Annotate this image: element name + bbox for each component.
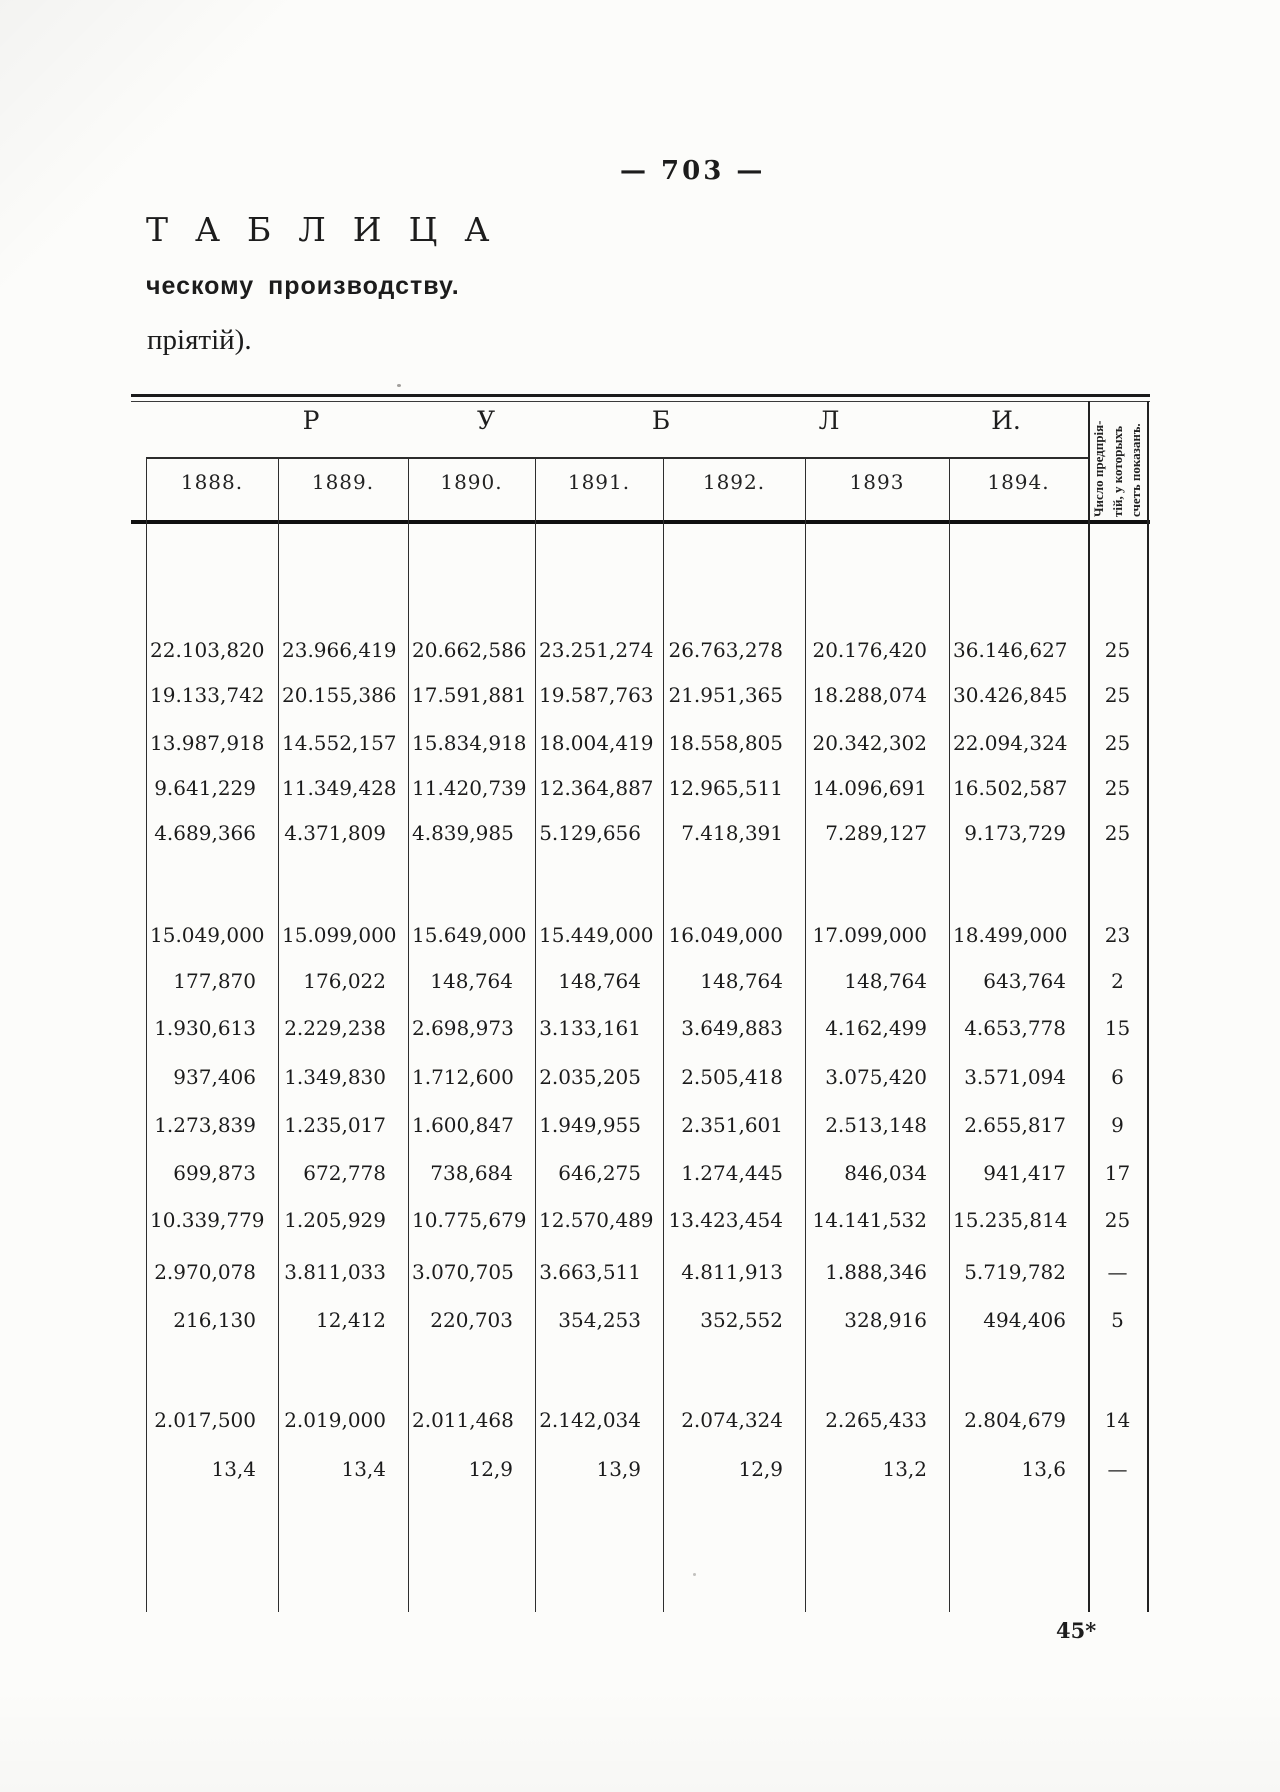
value-cell: 16.049,000 xyxy=(668,923,783,947)
value-cell: 12.965,511 xyxy=(668,776,783,800)
value-cell: 2.229,238 xyxy=(284,1016,386,1040)
value-cell: 4.371,809 xyxy=(284,821,386,845)
value-cell: 1.930,613 xyxy=(154,1016,256,1040)
value-cell: 2.351,601 xyxy=(681,1113,783,1137)
value-cell: 13.423,454 xyxy=(668,1208,783,1232)
year-column-header: 1891. xyxy=(567,470,631,494)
value-cell: 13,4 xyxy=(341,1457,386,1481)
enterprise-count-cell: 25 xyxy=(1104,638,1131,662)
value-cell: 11.349,428 xyxy=(282,776,397,800)
value-cell: 177,870 xyxy=(173,969,256,993)
subtitle-note: пріятій). xyxy=(147,324,252,356)
value-cell: 14.552,157 xyxy=(282,731,397,755)
value-cell: 941,417 xyxy=(983,1161,1066,1185)
enterprise-count-cell: 25 xyxy=(1104,731,1131,755)
enterprise-count-header-line: счетъ показанъ. xyxy=(1128,423,1143,517)
value-cell: 354,253 xyxy=(558,1308,641,1332)
value-cell: 2.019,000 xyxy=(284,1408,386,1432)
value-cell: 176,022 xyxy=(303,969,386,993)
value-cell: 14.096,691 xyxy=(812,776,927,800)
value-cell: 3.811,033 xyxy=(284,1260,386,1284)
value-cell: 672,778 xyxy=(303,1161,386,1185)
value-cell: 15.449,000 xyxy=(539,923,654,947)
value-cell: 23.251,274 xyxy=(539,638,654,662)
value-cell: 10.775,679 xyxy=(412,1208,527,1232)
value-cell: 19.587,763 xyxy=(539,683,654,707)
enterprise-count-cell: 15 xyxy=(1104,1016,1131,1040)
value-cell: 494,406 xyxy=(983,1308,1066,1332)
enterprise-count-cell: 25 xyxy=(1104,821,1131,845)
value-cell: 12,9 xyxy=(738,1457,783,1481)
enterprise-count-header xyxy=(1090,403,1146,520)
value-cell: 2.074,324 xyxy=(681,1408,783,1432)
value-cell: 148,764 xyxy=(558,969,641,993)
value-cell: 5.719,782 xyxy=(964,1260,1066,1284)
value-cell: 22.103,820 xyxy=(150,638,265,662)
table-row xyxy=(131,1307,1150,1333)
enterprise-count-cell: 14 xyxy=(1104,1408,1131,1432)
subtitle-bold: ческому производству. xyxy=(146,272,460,300)
value-cell: 13.987,918 xyxy=(150,731,265,755)
value-cell: 148,764 xyxy=(430,969,513,993)
value-cell: 699,873 xyxy=(173,1161,256,1185)
value-cell: 21.951,365 xyxy=(668,683,783,707)
value-cell: 1.273,839 xyxy=(154,1113,256,1137)
table-row xyxy=(131,1064,1150,1090)
value-cell: 352,552 xyxy=(700,1308,783,1332)
currency-header-letter: Л xyxy=(818,406,840,435)
value-cell: 216,130 xyxy=(173,1308,256,1332)
value-cell: 2.698,973 xyxy=(412,1016,514,1040)
value-cell: 16.502,587 xyxy=(953,776,1068,800)
year-column-header: 1890. xyxy=(440,470,503,494)
value-cell: 3.571,094 xyxy=(964,1065,1066,1089)
year-column-header: 1888. xyxy=(180,470,244,494)
value-cell: 11.420,739 xyxy=(412,776,527,800)
value-cell: 7.418,391 xyxy=(681,821,783,845)
value-cell: 2.970,078 xyxy=(154,1260,256,1284)
table-row xyxy=(131,820,1150,846)
table-row xyxy=(131,1407,1150,1433)
value-cell: 1.949,955 xyxy=(539,1113,641,1137)
currency-header-letter: У xyxy=(476,406,496,435)
value-cell: 148,764 xyxy=(844,969,927,993)
value-cell: 18.558,805 xyxy=(668,731,783,755)
value-cell: 3.075,420 xyxy=(825,1065,927,1089)
value-cell: 4.811,913 xyxy=(681,1260,783,1284)
value-cell: 23.966,419 xyxy=(282,638,397,662)
value-cell: 1.274,445 xyxy=(681,1161,783,1185)
value-cell: 646,275 xyxy=(558,1161,641,1185)
currency-header-letter: Р xyxy=(302,406,320,435)
value-cell: 20.662,586 xyxy=(412,638,527,662)
enterprise-count-cell: 25 xyxy=(1104,1208,1131,1232)
value-cell: 2.011,468 xyxy=(412,1408,514,1432)
value-cell: 13,2 xyxy=(882,1457,927,1481)
value-cell: 15.049,000 xyxy=(150,923,265,947)
enterprise-count-header-line: тій, у которыхъ xyxy=(1109,425,1125,517)
value-cell: 148,764 xyxy=(700,969,783,993)
table-row xyxy=(131,682,1150,708)
value-cell: 17.099,000 xyxy=(812,923,927,947)
enterprise-count-cell: — xyxy=(1107,1260,1128,1284)
value-cell: 12,412 xyxy=(316,1308,386,1332)
value-cell: 12.570,489 xyxy=(539,1208,654,1232)
value-cell: 3.070,705 xyxy=(412,1260,514,1284)
printer-signature-mark: 45* xyxy=(1056,1618,1097,1643)
value-cell: 15.834,918 xyxy=(412,731,527,755)
value-cell: 13,6 xyxy=(1021,1457,1066,1481)
table-row xyxy=(131,1015,1150,1041)
enterprise-count-header-line: Число предпрія- xyxy=(1091,420,1106,517)
value-cell: 30.426,845 xyxy=(953,683,1068,707)
year-column-header: 1889. xyxy=(311,470,375,494)
table-row xyxy=(131,730,1150,756)
table-row xyxy=(131,775,1150,801)
value-cell: 937,406 xyxy=(173,1065,256,1089)
year-column-header: 1894. xyxy=(987,470,1050,494)
table-row xyxy=(131,1160,1150,1186)
value-cell: 20.155,386 xyxy=(282,683,397,707)
enterprise-count-cell: 23 xyxy=(1104,923,1131,947)
value-cell: 1.888,346 xyxy=(825,1260,927,1284)
table-row xyxy=(131,968,1150,994)
value-cell: 2.265,433 xyxy=(825,1408,927,1432)
value-cell: 2.804,679 xyxy=(964,1408,1066,1432)
table-row xyxy=(131,1259,1150,1285)
value-cell: 20.342,302 xyxy=(812,731,927,755)
scan-speck xyxy=(693,1573,696,1576)
year-column-header: 1893 xyxy=(849,470,905,494)
value-cell: 7.289,127 xyxy=(825,821,927,845)
enterprise-count-cell: 2 xyxy=(1111,969,1124,993)
value-cell: 26.763,278 xyxy=(668,638,783,662)
value-cell: 15.235,814 xyxy=(953,1208,1068,1232)
value-cell: 2.655,817 xyxy=(964,1113,1066,1137)
value-cell: 220,703 xyxy=(430,1308,513,1332)
year-header-underline-thick xyxy=(131,520,1150,524)
table-row xyxy=(131,922,1150,948)
value-cell: 18.499,000 xyxy=(953,923,1068,947)
value-cell: 2.035,205 xyxy=(539,1065,641,1089)
value-cell: 1.205,929 xyxy=(284,1208,386,1232)
scan-speck xyxy=(397,384,401,387)
table-row xyxy=(131,1112,1150,1138)
value-cell: 17.591,881 xyxy=(412,683,527,707)
value-cell: 10.339,779 xyxy=(150,1208,265,1232)
year-column-header: 1892. xyxy=(702,470,766,494)
value-cell: 3.649,883 xyxy=(681,1016,783,1040)
value-cell: 1.235,017 xyxy=(284,1113,386,1137)
currency-header-letter: И. xyxy=(991,406,1021,435)
value-cell: 14.141,532 xyxy=(812,1208,927,1232)
enterprise-count-cell: 5 xyxy=(1111,1308,1124,1332)
value-cell: 2.513,148 xyxy=(825,1113,927,1137)
enterprise-count-cell: 25 xyxy=(1104,683,1131,707)
table-top-rule-thick xyxy=(131,394,1150,397)
value-cell: 4.653,778 xyxy=(964,1016,1066,1040)
value-cell: 1.349,830 xyxy=(284,1065,386,1089)
value-cell: 12.364,887 xyxy=(539,776,654,800)
value-cell: 328,916 xyxy=(844,1308,927,1332)
value-cell: 18.004,419 xyxy=(539,731,654,755)
value-cell: 15.099,000 xyxy=(282,923,397,947)
value-cell: 643,764 xyxy=(983,969,1066,993)
value-cell: 22.094,324 xyxy=(953,731,1068,755)
page-number: — 703 — xyxy=(620,156,766,186)
value-cell: 2.505,418 xyxy=(681,1065,783,1089)
enterprise-count-cell: 17 xyxy=(1104,1161,1131,1185)
table-top-rule-thin xyxy=(131,401,1150,402)
value-cell: 9.641,229 xyxy=(154,776,256,800)
enterprise-count-cell: — xyxy=(1107,1457,1128,1481)
value-cell: 13,9 xyxy=(596,1457,641,1481)
value-cell: 19.133,742 xyxy=(150,683,265,707)
value-cell: 3.663,511 xyxy=(539,1260,641,1284)
enterprise-count-cell: 9 xyxy=(1111,1113,1124,1137)
value-cell: 1.712,600 xyxy=(412,1065,514,1089)
value-cell: 738,684 xyxy=(430,1161,513,1185)
value-cell: 2.017,500 xyxy=(154,1408,256,1432)
page-title: ТАБЛИЦА xyxy=(146,210,517,249)
currency-header-letter: Б xyxy=(651,406,671,435)
value-cell: 9.173,729 xyxy=(964,821,1066,845)
value-cell: 2.142,034 xyxy=(539,1408,641,1432)
value-cell: 20.176,420 xyxy=(812,638,927,662)
enterprise-count-cell: 25 xyxy=(1104,776,1131,800)
enterprise-count-cell: 6 xyxy=(1111,1065,1124,1089)
value-cell: 1.600,847 xyxy=(412,1113,514,1137)
value-cell: 15.649,000 xyxy=(412,923,527,947)
value-cell: 4.689,366 xyxy=(154,821,256,845)
table-row xyxy=(131,1456,1150,1482)
value-cell: 3.133,161 xyxy=(539,1016,641,1040)
value-cell: 4.839,985 xyxy=(412,821,514,845)
statistical-table xyxy=(131,394,1150,1612)
value-cell: 846,034 xyxy=(844,1161,927,1185)
currency-header-underline xyxy=(146,457,1088,459)
value-cell: 36.146,627 xyxy=(953,638,1068,662)
value-cell: 4.162,499 xyxy=(825,1016,927,1040)
value-cell: 18.288,074 xyxy=(812,683,927,707)
table-row xyxy=(131,1207,1150,1233)
value-cell: 13,4 xyxy=(211,1457,256,1481)
value-cell: 12,9 xyxy=(468,1457,513,1481)
table-row xyxy=(131,637,1150,663)
value-cell: 5.129,656 xyxy=(539,821,641,845)
